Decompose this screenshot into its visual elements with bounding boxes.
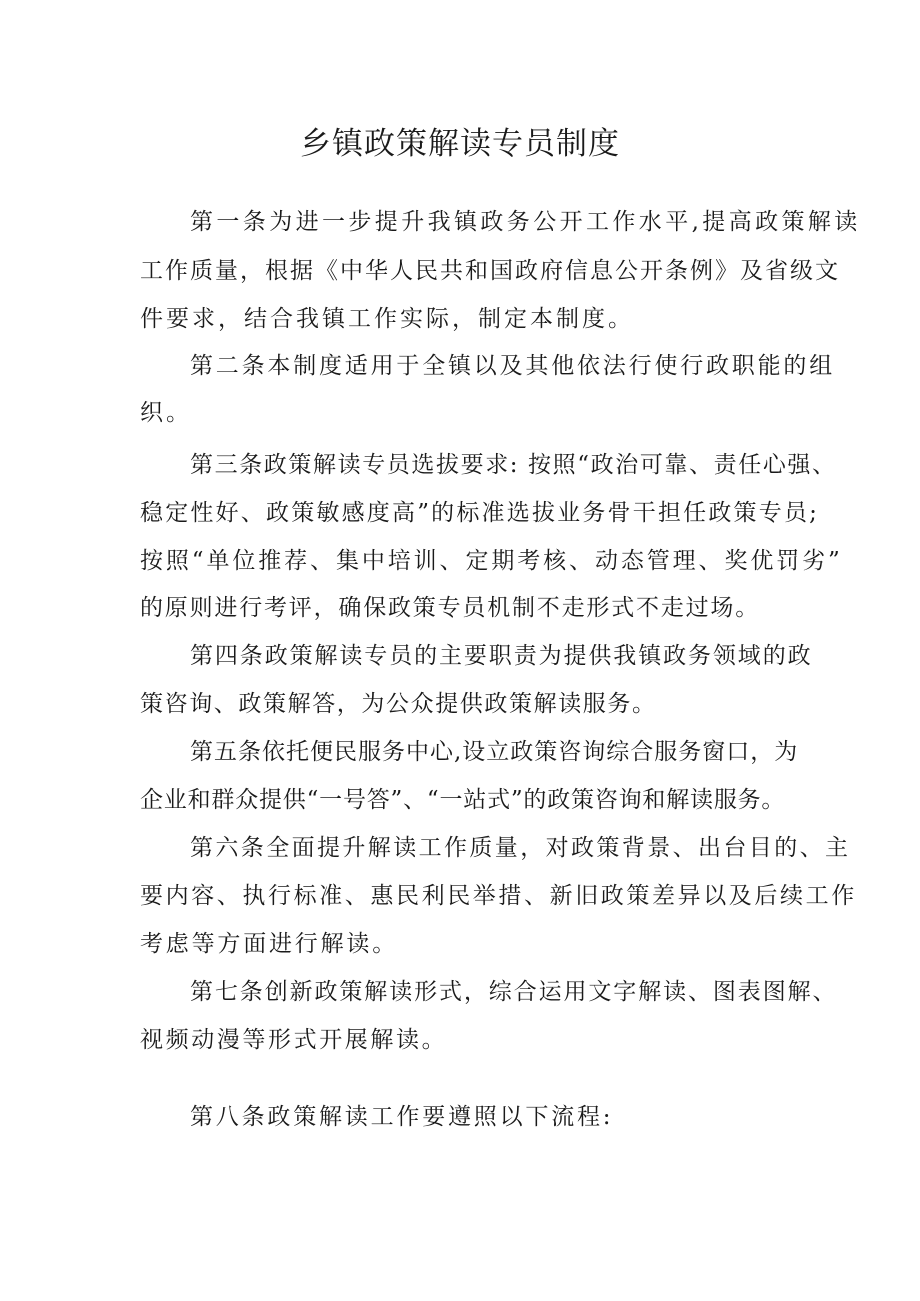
article-6-line-3: 考虑等方面进行解读。 xyxy=(140,931,398,957)
article-3-line-2: 稳定性好、政策敏感度高”的标准选拔业务骨干担任政策专员; xyxy=(140,500,820,526)
article-1-line-2: 工作质量，根据《中华人民共和国政府信息公开条例》及省级文 xyxy=(140,258,840,284)
article-5-line-2: 企业和群众提供“一号答”、“一站式”的政策咨询和解读服务。 xyxy=(140,787,786,813)
article-3-line-4: 的原则进行考评，确保政策专员机制不走形式不走过场。 xyxy=(140,595,760,621)
article-6-line-2: 要内容、执行标准、惠民利民举措、新旧政策差异以及后续工作 xyxy=(140,883,857,909)
article-2-line-1: 第二条本制度适用于全镇以及其他依法行使行政职能的组 xyxy=(190,353,835,379)
article-2-line-2: 织。 xyxy=(140,400,192,426)
article-8-line-1: 第八条政策解读工作要遵照以下流程: xyxy=(190,1104,614,1130)
article-4-line-2: 策咨询、政策解答，为公众提供政策解读服务。 xyxy=(140,691,657,717)
article-6-line-1: 第六条全面提升解读工作质量，对政策背景、出台目的、主 xyxy=(190,835,851,861)
document-title: 乡镇政策解读专员制度 xyxy=(300,126,620,162)
article-7-line-2: 视频动漫等形式开展解读。 xyxy=(140,1027,448,1053)
article-3-line-1: 第三条政策解读专员选拔要求: 按照“政治可靠、责任心强、 xyxy=(190,452,837,478)
article-5-line-1: 第五条依托便民服务中心,设立政策咨询综合服务窗口，为 xyxy=(190,739,799,765)
article-1-line-1: 第一条为进一步提升我镇政务公开工作水平,提高政策解读 xyxy=(190,209,861,235)
article-4-line-1: 第四条政策解读专员的主要职责为提供我镇政务领域的政 xyxy=(190,643,813,669)
article-3-line-3: 按照“单位推荐、集中培训、定期考核、动态管理、奖优罚劣” xyxy=(140,548,843,574)
article-1-line-3: 件要求，结合我镇工作实际，制定本制度。 xyxy=(140,306,634,332)
article-7-line-1: 第七条创新政策解读形式，综合运用文字解读、图表图解、 xyxy=(190,979,838,1005)
